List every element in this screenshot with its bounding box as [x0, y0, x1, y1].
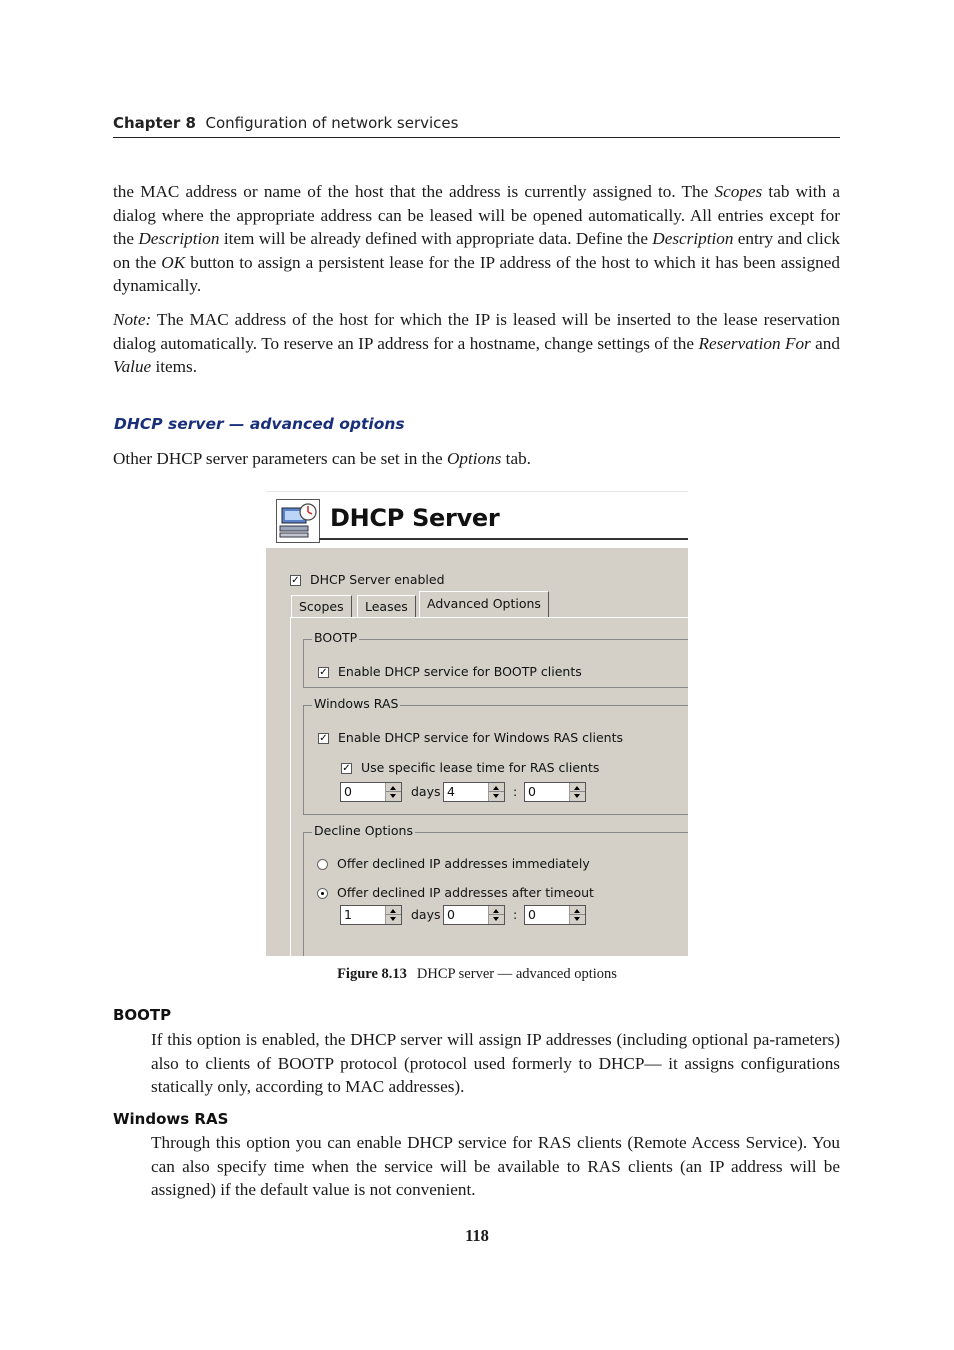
text: The MAC address of the host for which the IP is leased will be inserted to the lease reservation dialog automatically. To reserve an IP address for a hostname, change settings of the — [113, 310, 840, 353]
emphasis: Description — [138, 229, 220, 249]
spinner-arrows-icon[interactable] — [569, 906, 585, 924]
decline-time-separator: : — [513, 907, 518, 922]
decline-after-timeout-label: Offer declined IP addresses after timeout — [337, 885, 594, 900]
bootp-enable-label: Enable DHCP service for BOOTP clients — [338, 664, 582, 679]
ras-specific-checkbox[interactable]: ✓ — [342, 763, 351, 774]
server-enabled-label: DHCP Server enabled — [310, 572, 445, 587]
figure-label: Figure 8.13 — [337, 966, 407, 982]
text: button to assign a persistent lease for the IP address of the host to which it has been assigned dynamically. — [113, 252, 840, 296]
ras-hours-spinner[interactable] — [443, 782, 505, 802]
decline-immediately-radio[interactable] — [317, 859, 328, 870]
dialog-body — [266, 548, 688, 956]
decline-hours-spinner[interactable] — [443, 905, 505, 925]
windows-ras-description: Through this option you can enable DHCP service for RAS clients (Remote Access Service). You can also specify time when the service will be available to RAS clients (an IP address will be assigned) if the default value is not convenient. — [151, 1133, 840, 1200]
bootp-legend: BOOTP — [314, 630, 358, 645]
ras-specific-label: Use specific lease time for RAS clients — [361, 760, 600, 775]
windows-ras-term: Windows RAS — [113, 1110, 229, 1128]
emphasis: Note: — [113, 310, 152, 329]
screenshot-title-area — [266, 491, 688, 549]
text: tab with a dialog where the appropriate address can be leased will be opened automatically. All entries except for the — [113, 182, 840, 249]
text: tab. — [501, 449, 531, 468]
figure-caption — [266, 966, 688, 983]
decline-minutes-value: 0 — [528, 907, 536, 922]
ras-days-label: days — [411, 784, 441, 799]
chapter-label: Chapter 8 — [113, 114, 196, 132]
spinner-arrows-icon[interactable] — [569, 783, 585, 801]
text: items. — [151, 357, 198, 377]
ras-enable-label: Enable DHCP service for Windows RAS clients — [338, 730, 623, 745]
ras-hours-value: 4 — [447, 784, 455, 799]
spinner-arrows-icon[interactable] — [488, 906, 504, 924]
bootp-description: If this option is enabled, the DHCP server will assign IP addresses (including optional pa-rameters) also to clients of BOOTP protocol (protocol used formerly to DHCP— it assigns configurations statically only, according to MAC addresses). — [151, 1030, 840, 1097]
chapter-title: Configuration of network services — [205, 114, 459, 132]
paragraph-1 — [113, 180, 840, 298]
note-paragraph — [113, 308, 840, 379]
ras-time-separator: : — [513, 784, 518, 799]
decline-days-spinner[interactable] — [340, 905, 402, 925]
paragraph-3 — [113, 447, 840, 471]
emphasis: Description — [652, 229, 734, 249]
ras-enable-checkbox[interactable]: ✓ — [319, 733, 328, 744]
text: item will be already defined with appropriate data. Define the — [219, 229, 653, 249]
bootp-term: BOOTP — [113, 1006, 172, 1024]
emphasis: Scopes — [714, 182, 763, 201]
tab-scopes[interactable]: Scopes — [291, 595, 352, 617]
ras-days-spinner[interactable] — [340, 782, 402, 802]
spinner-arrows-icon[interactable] — [385, 783, 401, 801]
emphasis: Reservation For — [698, 333, 811, 353]
ras-minutes-value: 0 — [528, 784, 536, 799]
ras-minutes-spinner[interactable] — [524, 782, 586, 802]
emphasis: OK — [161, 252, 186, 272]
dhcp-server-screenshot — [266, 491, 688, 956]
spinner-arrows-icon[interactable] — [385, 906, 401, 924]
text: and — [810, 333, 840, 353]
decline-after-timeout-radio[interactable] — [317, 888, 328, 899]
server-enabled-checkbox[interactable]: ✓ — [291, 575, 300, 586]
ras-legend: Windows RAS — [314, 696, 399, 711]
dhcp-server-icon — [276, 499, 320, 543]
section-title: DHCP server — advanced options — [114, 415, 405, 433]
tab-leases[interactable]: Leases — [357, 595, 416, 617]
title-divider — [319, 538, 688, 540]
text: entry and click on the — [113, 229, 840, 272]
decline-hours-value: 0 — [447, 907, 455, 922]
running-header — [113, 114, 840, 138]
bootp-enable-checkbox[interactable]: ✓ — [319, 667, 328, 678]
decline-minutes-spinner[interactable] — [524, 905, 586, 925]
decline-days-value: 1 — [344, 907, 352, 922]
emphasis: Value — [113, 357, 152, 377]
ras-days-value: 0 — [344, 784, 352, 799]
text: the MAC address or name of the host that the address is currently assigned to. The — [113, 182, 715, 201]
decline-days-label: days — [411, 907, 441, 922]
page-number: 118 — [465, 1226, 489, 1245]
decline-legend: Decline Options — [314, 823, 413, 838]
emphasis: Options — [446, 449, 502, 468]
dialog-title: DHCP Server — [330, 504, 500, 532]
tab-advanced-options[interactable]: Advanced Options — [419, 591, 549, 618]
decline-immediately-label: Offer declined IP addresses immediately — [337, 856, 590, 871]
text: Other DHCP server parameters can be set in the — [113, 449, 447, 468]
spinner-arrows-icon[interactable] — [488, 783, 504, 801]
figure-caption-text: DHCP server — advanced options — [416, 966, 617, 982]
